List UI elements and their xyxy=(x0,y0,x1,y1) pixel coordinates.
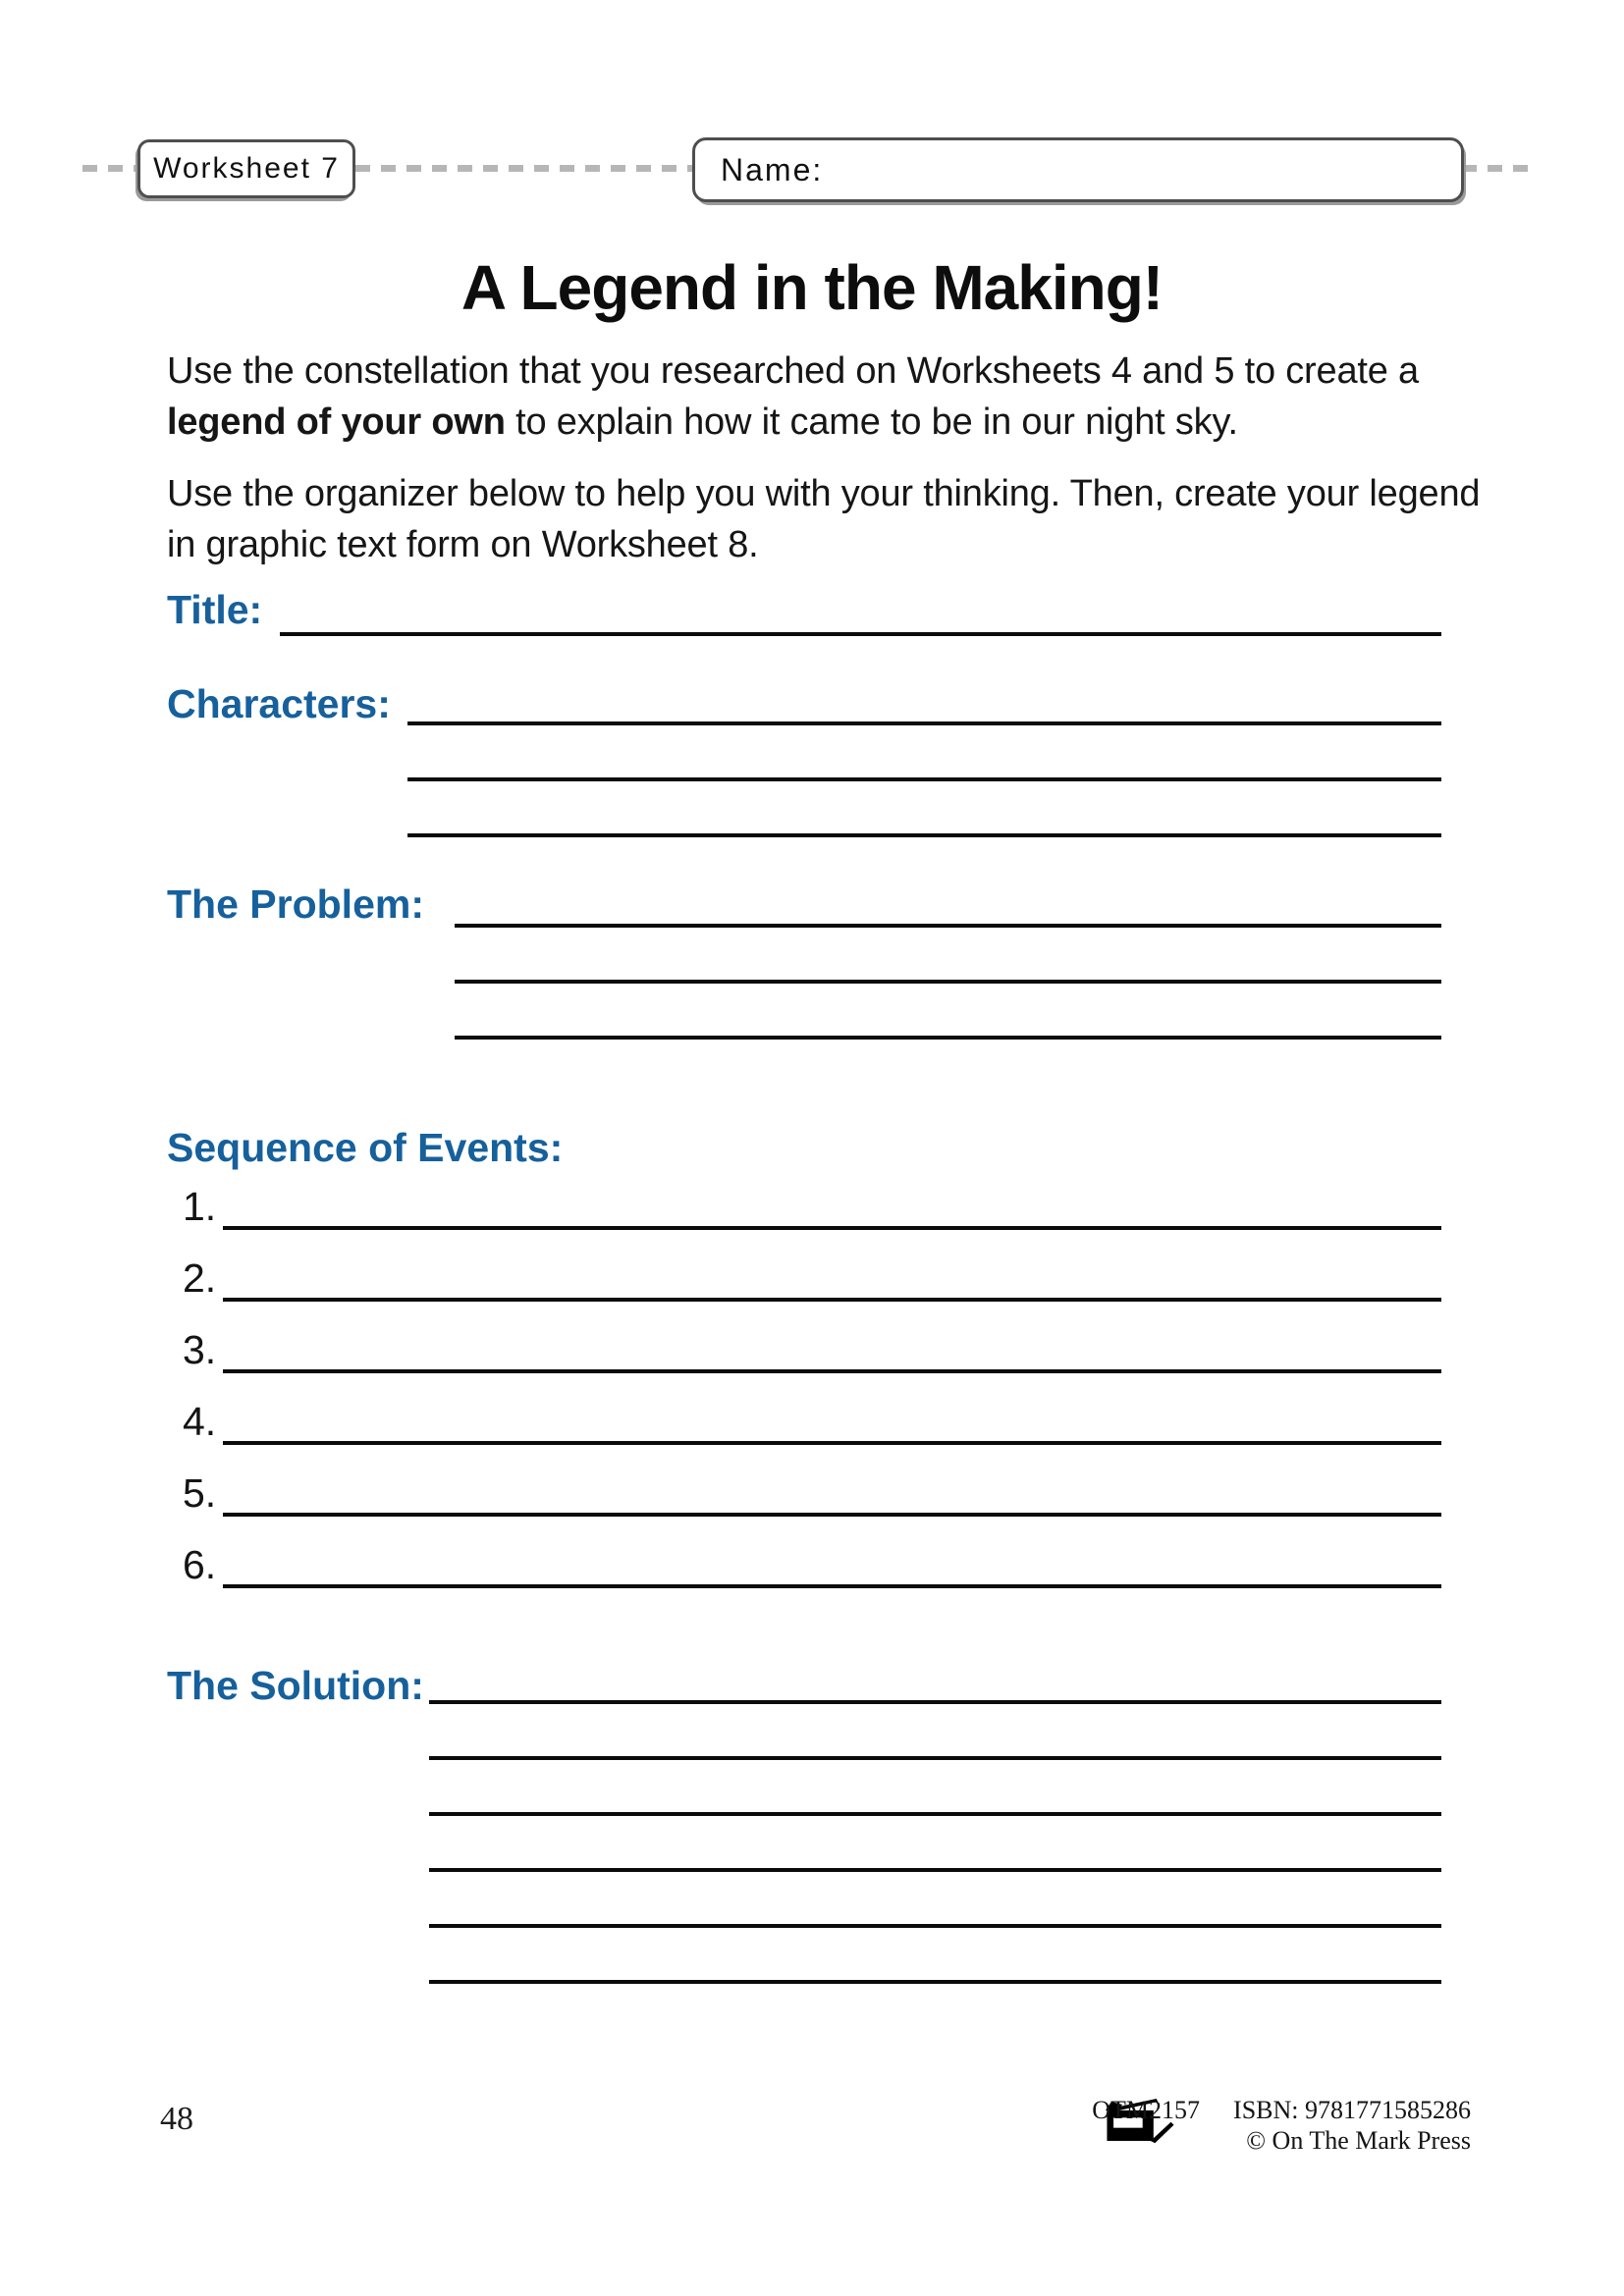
sequence-item-6 xyxy=(183,1517,1441,1588)
problem-writing-line-2[interactable] xyxy=(455,980,1441,984)
page-title: A Legend in the Making! xyxy=(460,252,1164,323)
problem-field-label: The Problem: xyxy=(167,881,424,927)
sequence-item-1 xyxy=(183,1158,1441,1230)
sequence-item-4 xyxy=(183,1373,1441,1445)
sequence-item-3-number: 3. xyxy=(183,1327,217,1372)
sequence-item-5-number: 5. xyxy=(183,1470,217,1516)
characters-field-label: Characters: xyxy=(167,681,391,726)
copyright-notice: © On The Mark Press xyxy=(1246,2126,1471,2155)
solution-field-label: The Solution: xyxy=(167,1663,424,1708)
intro-paragraph-2: Use the organizer below to help you with your thinking. Then, create your legend in graphic text form on Worksheet 8. xyxy=(167,473,1481,565)
sequence-item-4-writing-line[interactable] xyxy=(223,1441,1441,1445)
sequence-item-2-writing-line[interactable] xyxy=(223,1298,1441,1302)
sequence-item-1-writing-line[interactable] xyxy=(223,1226,1441,1230)
sequence-item-2 xyxy=(183,1230,1441,1302)
problem-writing-lines xyxy=(455,924,1441,1092)
solution-writing-line-2[interactable] xyxy=(429,1756,1441,1760)
solution-writing-line-5[interactable] xyxy=(429,1924,1441,1928)
intro-p1-text-before: Use the constellation that you researched on Worksheets 4 and 5 to create a xyxy=(167,350,1419,392)
title-field-label: Title: xyxy=(167,587,263,632)
sequence-item-5 xyxy=(183,1445,1441,1517)
dashed-connector-right xyxy=(1462,165,1539,172)
solution-writing-line-6[interactable] xyxy=(429,1980,1441,1984)
worksheet-number-tab xyxy=(137,139,355,198)
publisher-info-line-1 xyxy=(1092,2095,1471,2125)
characters-writing-line-1[interactable] xyxy=(407,721,1441,725)
intro-p1-bold-text: legend of your own xyxy=(167,401,506,443)
problem-writing-line-3[interactable] xyxy=(455,1036,1441,1040)
publisher-info xyxy=(1092,2095,1471,2156)
intro-paragraph-1 xyxy=(167,346,1502,448)
problem-writing-line-1[interactable] xyxy=(455,924,1441,928)
name-field-box[interactable] xyxy=(692,137,1464,202)
worksheet-number-label: Worksheet 7 xyxy=(153,152,340,185)
sequence-item-6-writing-line[interactable] xyxy=(223,1584,1441,1588)
isbn-number: ISBN: 9781771585286 xyxy=(1233,2096,1471,2124)
name-label: Name: xyxy=(721,151,824,187)
solution-writing-lines xyxy=(429,1700,1441,2036)
sequence-item-2-number: 2. xyxy=(183,1255,217,1301)
solution-writing-line-3[interactable] xyxy=(429,1812,1441,1816)
sequence-of-events-heading: Sequence of Events: xyxy=(167,1125,564,1170)
sequence-item-3 xyxy=(183,1302,1441,1373)
sequence-item-5-writing-line[interactable] xyxy=(223,1513,1441,1517)
product-code: OTM2157 xyxy=(1092,2096,1201,2124)
sequence-item-4-number: 4. xyxy=(183,1399,217,1444)
title-writing-line[interactable] xyxy=(280,632,1441,636)
characters-writing-line-2[interactable] xyxy=(407,777,1441,781)
solution-writing-line-1[interactable] xyxy=(429,1700,1441,1704)
sequence-of-events-list xyxy=(183,1158,1441,1588)
intro-p1-text-after: to explain how it came to be in our night sky. xyxy=(505,401,1238,443)
sequence-item-6-number: 6. xyxy=(183,1542,217,1587)
solution-writing-line-4[interactable] xyxy=(429,1868,1441,1872)
dashed-connector-left xyxy=(82,165,138,172)
sequence-item-3-writing-line[interactable] xyxy=(223,1369,1441,1373)
sequence-item-1-number: 1. xyxy=(183,1184,217,1229)
page-number: 48 xyxy=(160,2101,193,2137)
characters-writing-line-3[interactable] xyxy=(407,833,1441,837)
dashed-connector-middle xyxy=(355,165,693,172)
characters-writing-lines xyxy=(407,721,1441,889)
